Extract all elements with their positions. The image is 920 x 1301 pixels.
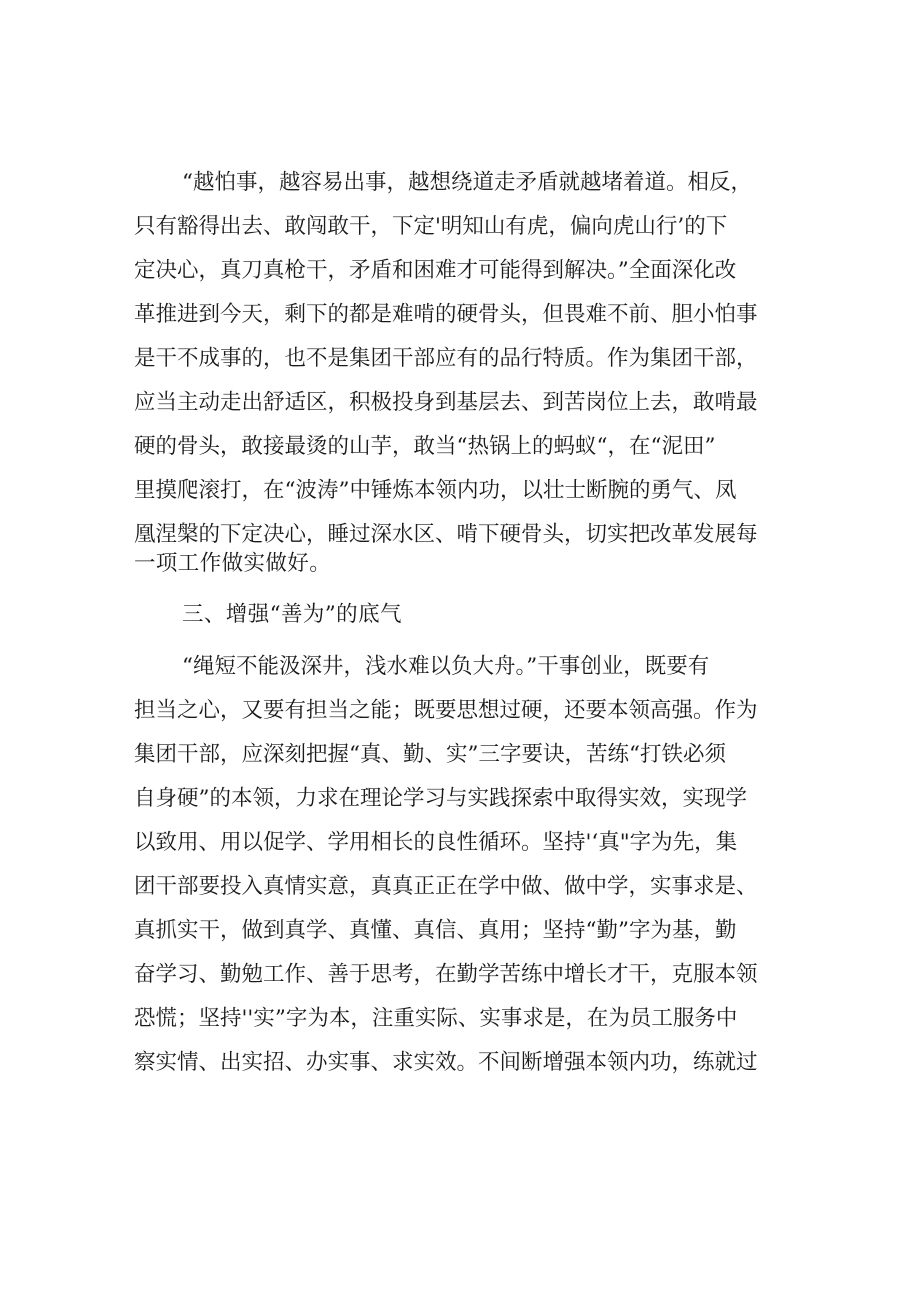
paragraph-2-line: “绳短不能汲深井，浅水难以负大舟。”干事创业，既要有 [182,654,710,679]
section-heading: 三、增强“善为”的底气 [182,602,402,627]
paragraph-1-line: 硬的骨头，敢接最烫的山芋，敢当“热锅上的蚂蚁“，在“泥田” [134,434,716,459]
paragraph-1-line: 应当主动走出舒适区，积极投身到基层去、到苦岗位上去，敢啃最 [134,390,758,415]
paragraph-1-line: 一项工作做实做好。 [134,551,332,576]
paragraph-1-line: 里摸爬滚打，在“波涛”中锤炼本领内功，以壮士断腕的勇气、凤 [134,478,737,503]
paragraph-2-line: 以致用、用以促学、学用相长的良性循环。坚持'‘真"字为先，集 [134,830,738,855]
paragraph-2-line: 奋学习、勤勉工作、善于思考，在勤学苦练中增长才干，克服本领 [134,962,758,987]
paragraph-2-line: 察实情、出实招、办实事、求实效。不间断增强本领内功，练就过 [134,1050,758,1075]
paragraph-2-line: 真抓实干，做到真学、真懂、真信、真用；坚持“勤”字为基，勤 [134,918,737,943]
paragraph-2-line: 自身硬”的本领，力求在理论学习与实践探索中取得实效，实现学 [134,786,747,811]
paragraph-2-line: 担当之心，又要有担当之能；既要思想过硬，还要本领高强。作为 [134,698,758,723]
paragraph-1-line: 是干不成事的，也不是集团干部应有的品行特质。作为集团干部， [134,346,758,371]
paragraph-1-line: 定决心，真刀真枪干，矛盾和困难才可能得到解决。”全面深化改 [134,258,737,283]
paragraph-2-line: 集团干部，应深刻把握“真、勤、实”三字要诀，苦练“打铁必须 [134,742,726,767]
paragraph-2-line: 恐慌；坚持''实”字为本，注重实际、实事求是，在为员工服务中 [134,1006,738,1031]
paragraph-1-line: 革推进到今天，剩下的都是难啃的硬骨头，但畏难不前、胆小怕事 [134,302,758,327]
paragraph-1-line: “越怕事，越容易出事，越想绕道走矛盾就越堵着道。相反， [182,170,752,195]
paragraph-2-line: 团干部要投入真情实意，真真正正在学中做、做中学，实事求是、 [134,874,758,899]
paragraph-1-line: 凰涅槃的下定决心，睡过深水区、啃下硬骨头，切实把改革发展每 [134,522,758,547]
paragraph-1-line: 只有豁得出去、敢闯敢干，下定'明知山有虎，偏向虎山行’的下 [134,214,728,239]
